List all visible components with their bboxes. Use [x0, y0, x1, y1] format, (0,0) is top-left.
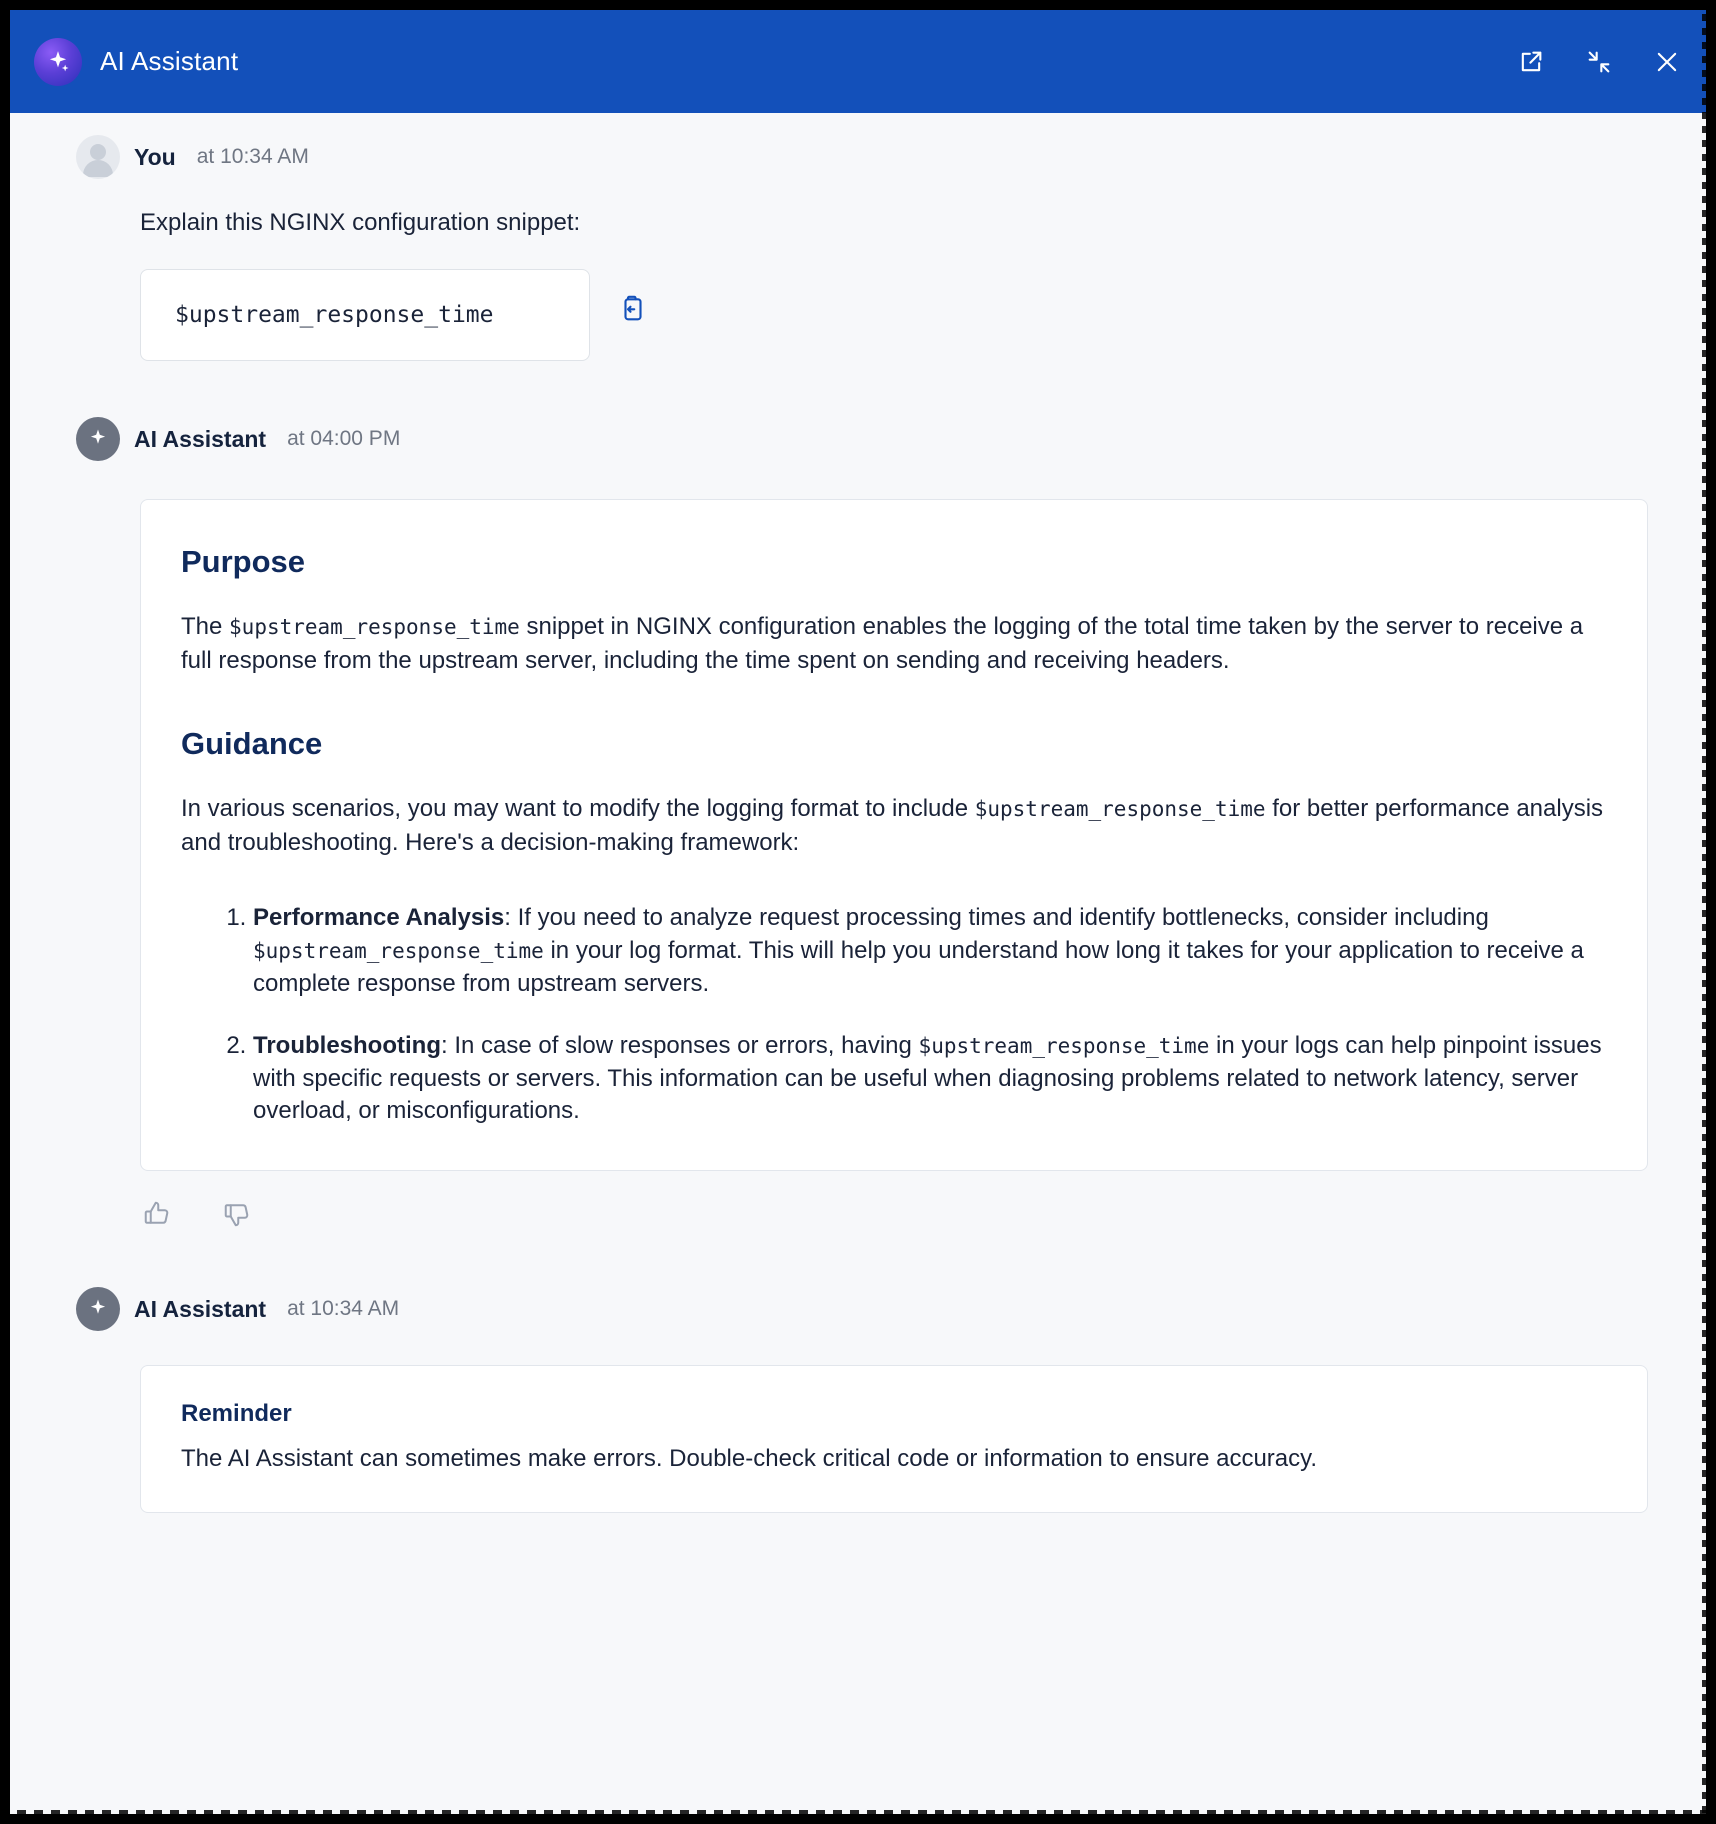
list-item-inline-code: $upstream_response_time — [253, 938, 544, 963]
panel-title: AI Assistant — [100, 46, 239, 76]
list-item — [253, 902, 1607, 1000]
purpose-text-2: snippet in NGINX configuration enables the logging of the total time taken by the server to receive a full response from the upstream server, including the time spent on sending and receiving headers. — [181, 613, 1584, 675]
assistant-answer-card — [140, 499, 1648, 1171]
guidance-inline-code: $upstream_response_time — [974, 797, 1266, 822]
app-frame — [10, 10, 1706, 1814]
open-external-button[interactable] — [1514, 45, 1548, 79]
reminder-text: The AI Assistant can sometimes make errors. Double-check critical code or information to ensure accuracy. — [181, 1445, 1318, 1473]
guidance-text-1: In various scenarios, you may want to modify the logging format to include — [181, 795, 975, 823]
message-author: You — [134, 143, 176, 170]
code-snippet-text: $upstream_response_time — [175, 302, 494, 328]
purpose-text-1: The — [181, 613, 230, 640]
message-author: AI Assistant — [134, 1295, 267, 1322]
ai-assistant-panel — [10, 10, 1706, 1814]
avatar — [76, 1287, 120, 1331]
avatar — [76, 135, 120, 179]
list-item-text-2: in your logs can help pinpoint issues with specific requests or servers. This information can be useful when diagnosing problems related to network latency, server overload, or misconfigurations. — [253, 1032, 1602, 1125]
avatar — [76, 417, 120, 461]
purpose-paragraph — [181, 610, 1607, 678]
thumbs-up-button[interactable] — [140, 1197, 174, 1231]
close-button[interactable] — [1650, 45, 1684, 79]
collapse-button[interactable] — [1582, 45, 1616, 79]
guidance-text-2: for better performance analysis and troubleshooting. Here's a decision-making framework: — [181, 795, 1604, 857]
list-item-text-1: : In case of slow responses or errors, having — [440, 1032, 919, 1060]
guidance-heading: Guidance — [181, 726, 323, 762]
conversation-scroll-area[interactable] — [10, 113, 1706, 1814]
guidance-list — [181, 902, 1607, 1128]
purpose-inline-code: $upstream_response_time — [229, 615, 520, 639]
copy-to-clipboard-icon[interactable] — [616, 291, 650, 325]
list-item — [253, 1030, 1607, 1128]
list-item-title: Performance Analysis — [253, 904, 505, 932]
assistant-logo-icon — [34, 38, 82, 86]
feedback-actions — [140, 1197, 1706, 1231]
user-message-text: Explain this NGINX configuration snippet: — [140, 209, 581, 236]
panel-titlebar — [10, 10, 1706, 113]
message-header — [10, 417, 1706, 461]
list-item-text-2: in your log format. This will help you understand how long it takes for your application to receive a complete response from upstream servers. — [253, 936, 1584, 997]
reminder-card — [140, 1365, 1648, 1513]
thumbs-down-button[interactable] — [220, 1197, 254, 1231]
titlebar-actions — [1514, 45, 1684, 79]
guidance-paragraph — [181, 792, 1607, 860]
message-timestamp: at 04:00 PM — [287, 427, 401, 450]
reminder-message — [10, 1287, 1706, 1513]
purpose-heading: Purpose — [181, 544, 306, 579]
list-item-inline-code: $upstream_response_time — [918, 1034, 1210, 1059]
user-message — [10, 135, 1706, 361]
message-timestamp: at 10:34 AM — [287, 1297, 400, 1321]
message-author: AI Assistant — [134, 425, 267, 452]
list-item-title: Troubleshooting — [253, 1032, 441, 1060]
reminder-title: Reminder — [181, 1400, 292, 1428]
list-item-text-1: : If you need to analyze request processing times and identify bottlenecks, consider including — [504, 904, 1489, 932]
message-header — [10, 1287, 1706, 1331]
message-header — [10, 135, 1706, 179]
code-snippet-box — [140, 269, 590, 361]
code-snippet-row — [140, 269, 1706, 361]
assistant-message — [10, 417, 1706, 1231]
message-timestamp: at 10:34 AM — [196, 145, 309, 168]
